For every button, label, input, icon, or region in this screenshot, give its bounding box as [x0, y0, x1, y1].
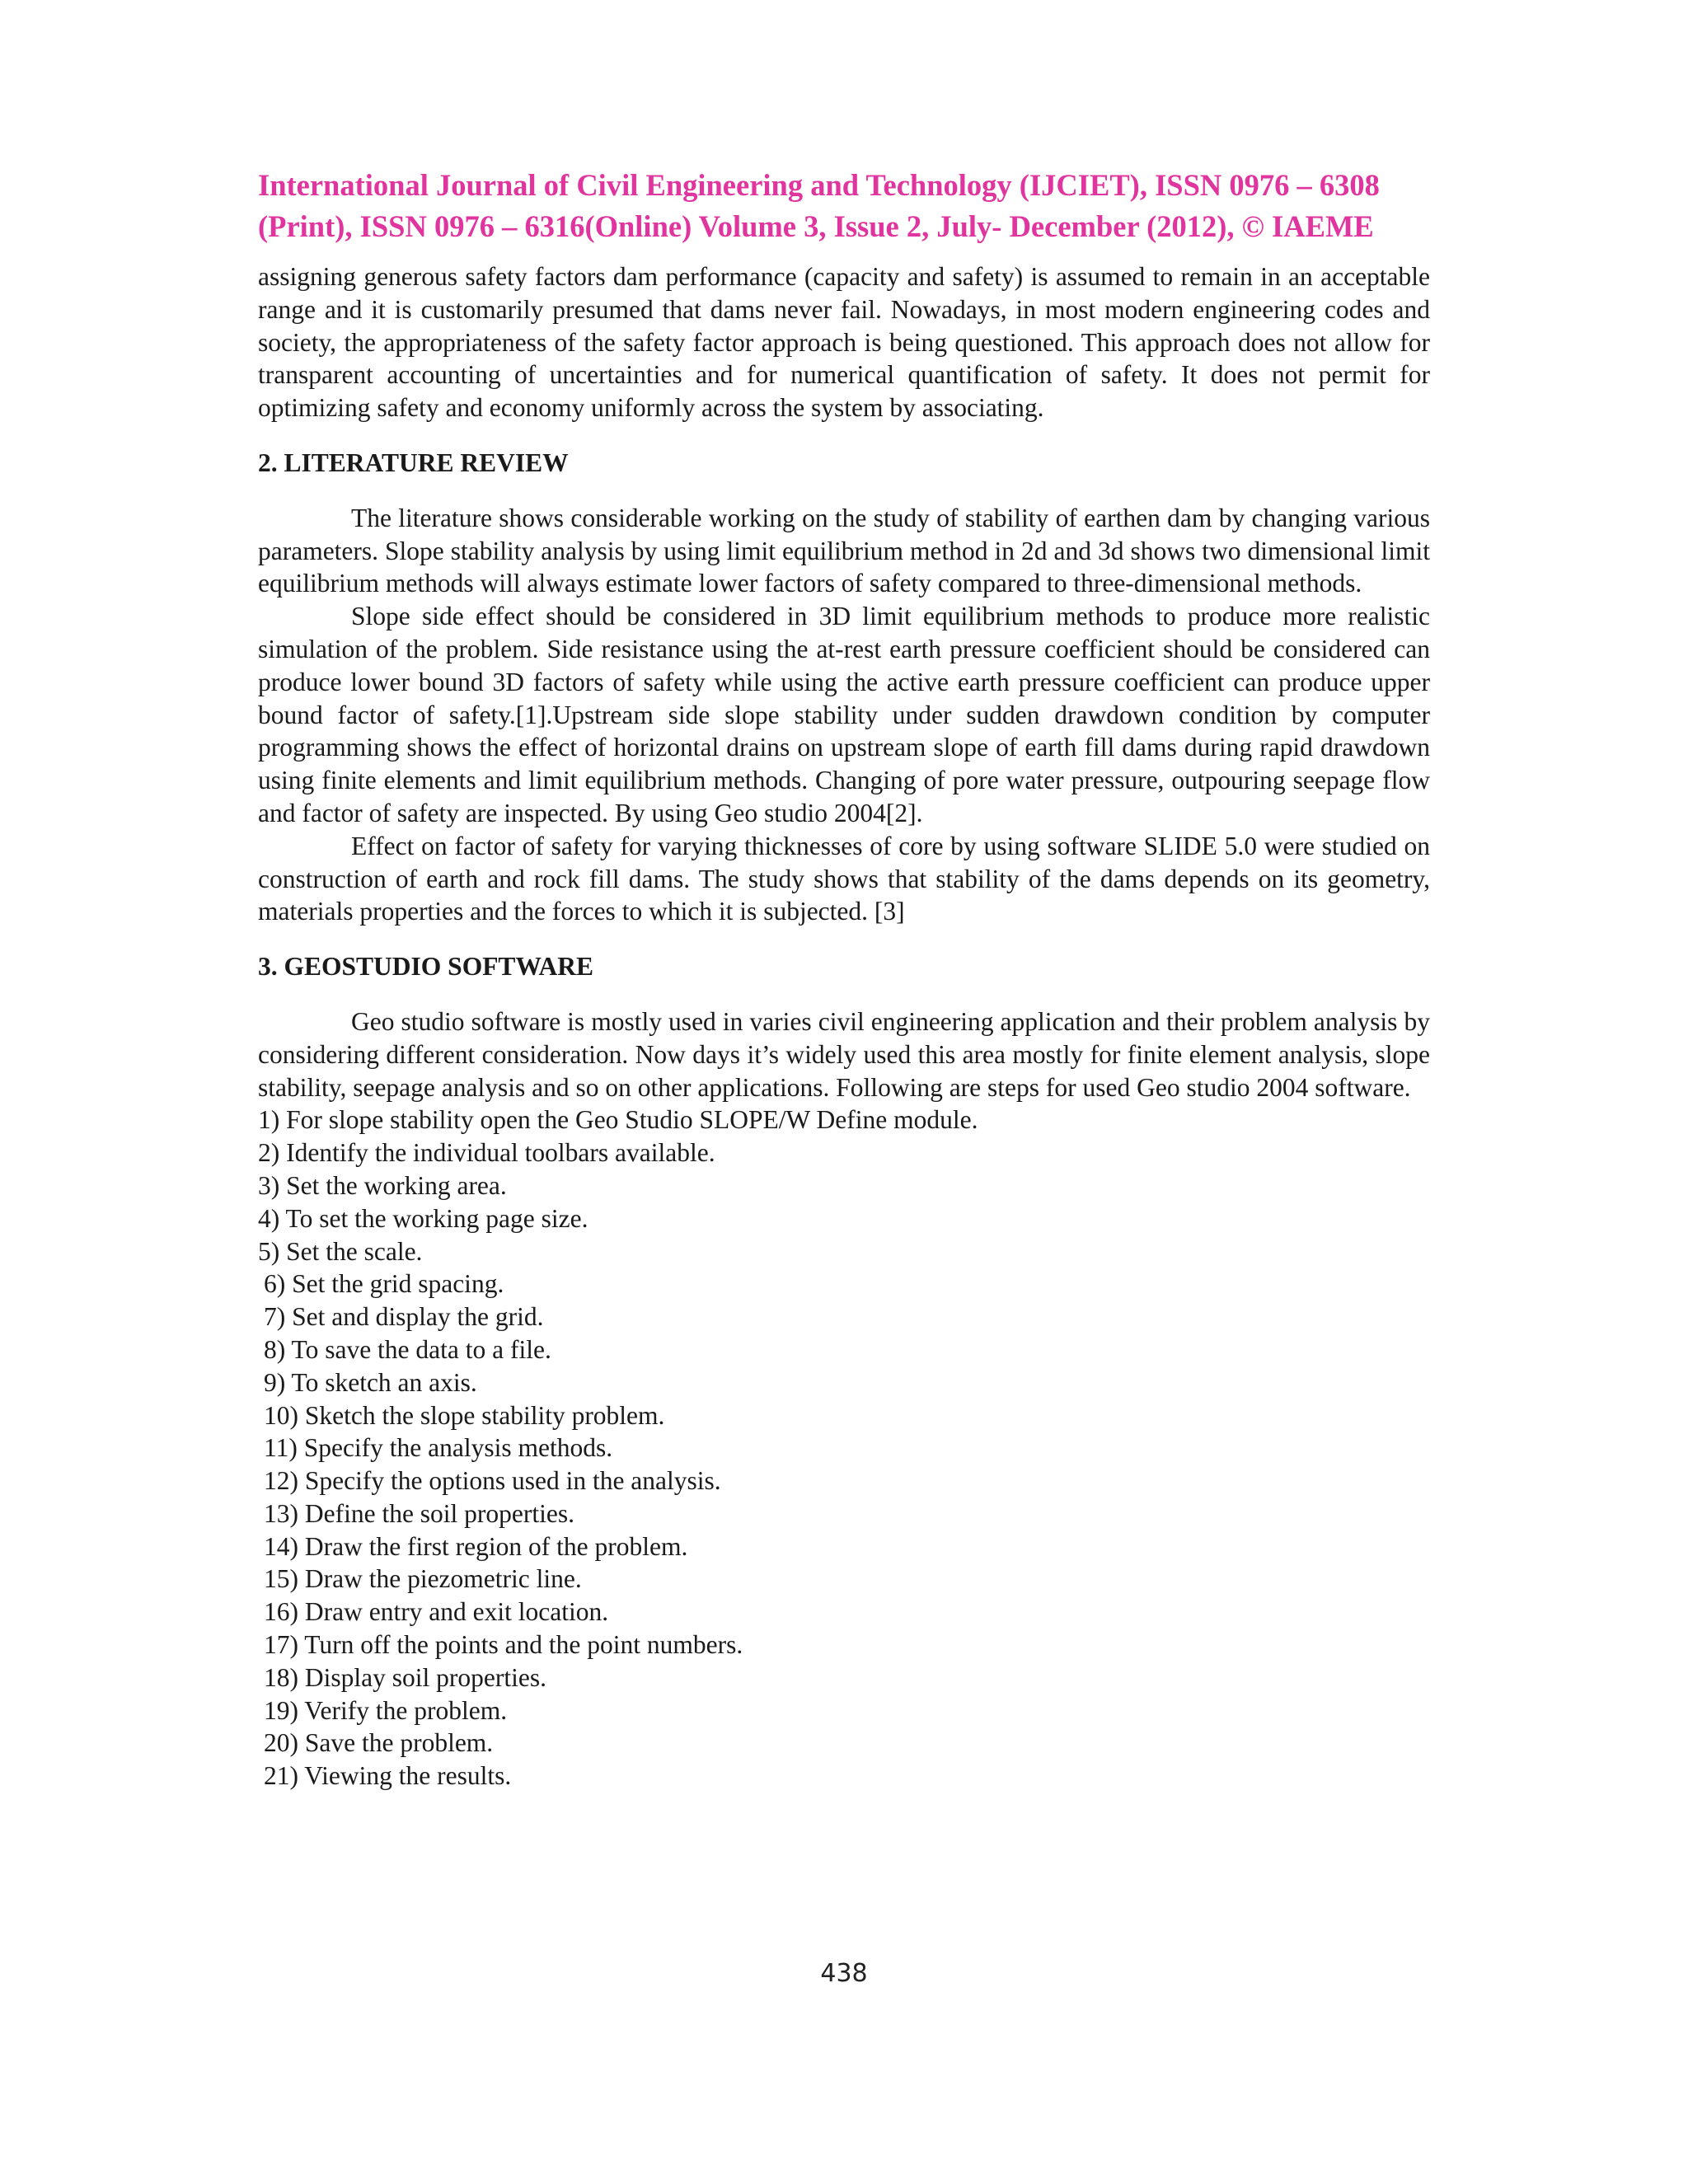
literature-paragraph-1: The literature shows considerable working on the study of stability of earthen dam by changing various parameters. Slope stability analysis by using limit equilibrium method in 2d and 3d shows two dimensional limit equilibrium methods will always estimate lower factors of safety compared to three-dimensional methods.: [258, 503, 1430, 598]
page-content: [258, 165, 1430, 1793]
section-heading-geostudio-software: 3. GEOSTUDIO SOFTWARE: [258, 952, 593, 982]
list-item: 1) For slope stability open the Geo Studio SLOPE/W Define module.: [258, 1105, 978, 1135]
intro-paragraph: assigning generous safety factors dam performance (capacity and safety) is assumed to remain in an acceptable range and it is customarily presumed that dams never fail. Nowadays, in most modern engineering codes and society, the appropriateness of the safety factor approach is being questioned. This approach does not allow for transparent accounting of uncertainties and for numerical quantification of safety. It does not permit for optimizing safety and economy uniformly across the system by associating.: [258, 262, 1430, 423]
list-item: 5) Set the scale.: [258, 1236, 423, 1266]
list-item: 14) Draw the first region of the problem.: [264, 1531, 688, 1561]
literature-paragraph-2: Slope side effect should be considered in 3D limit equilibrium methods to produce more realistic simulation of the problem. Side resistance using the at-rest earth pressure coefficient should be considered can produce lower bound 3D factors of safety while using the active earth pressure coefficient can produce upper bound factor of safety.[1].Upstream side slope stability under sudden drawdown condition by computer programming shows the effect of horizontal drains on upstream slope of earth fill dams during rapid drawdown using finite elements and limit equilibrium methods. Changing of pore water pressure, outpouring seepage flow and factor of safety are inspected. By using Geo studio 2004[2].: [258, 602, 1430, 827]
list-item: 3) Set the working area.: [258, 1170, 507, 1200]
list-item: 19) Verify the problem.: [264, 1695, 508, 1725]
page-number: 438: [820, 1959, 868, 1988]
list-item: 13) Define the soil properties.: [264, 1498, 575, 1528]
list-item: 11) Specify the analysis methods.: [264, 1433, 613, 1463]
section-heading-literature-review: 2. LITERATURE REVIEW: [258, 448, 569, 477]
list-item: 12) Specify the options used in the analysis.: [264, 1466, 721, 1496]
list-item: 16) Draw entry and exit location.: [264, 1597, 609, 1627]
list-item: 20) Save the problem.: [264, 1728, 494, 1758]
geostudio-steps-list: [258, 1104, 1430, 1793]
list-item: 15) Draw the piezometric line.: [264, 1564, 582, 1594]
list-item: 7) Set and display the grid.: [264, 1302, 544, 1332]
list-item: 18) Display soil properties.: [264, 1662, 546, 1692]
list-item: 6) Set the grid spacing.: [264, 1269, 504, 1299]
journal-header: [258, 165, 1430, 247]
list-item: 4) To set the working page size.: [258, 1203, 588, 1233]
list-item: 10) Sketch the slope stability problem.: [264, 1400, 665, 1430]
geostudio-paragraph: Geo studio software is mostly used in varies civil engineering application and their problem analysis by considering different consideration. Now days it’s widely used this area mostly for finite element analysis, slope stability, seepage analysis and so on other applications. Following are steps for used Geo studio 2004 software.: [258, 1006, 1430, 1102]
journal-header-line-1: International Journal of Civil Engineering and Technology (IJCIET), ISSN 0976 – 6308: [258, 168, 1380, 202]
list-item: 8) To save the data to a file.: [264, 1334, 551, 1364]
list-item: 2) Identify the individual toolbars available.: [258, 1138, 715, 1168]
list-item: 9) To sketch an axis.: [264, 1367, 477, 1397]
list-item: 21) Viewing the results.: [264, 1761, 512, 1791]
literature-paragraph-3: Effect on factor of safety for varying thicknesses of core by using software SLIDE 5.0 were studied on construction of earth and rock fill dams. The study shows that stability of the dams depends on its geometry, materials properties and the forces to which it is subjected. [3]: [258, 831, 1430, 926]
list-item: 17) Turn off the points and the point numbers.: [264, 1630, 743, 1660]
journal-header-line-2: (Print), ISSN 0976 – 6316(Online) Volume 3, Issue 2, July- December (2012), © IAEME: [258, 209, 1374, 243]
